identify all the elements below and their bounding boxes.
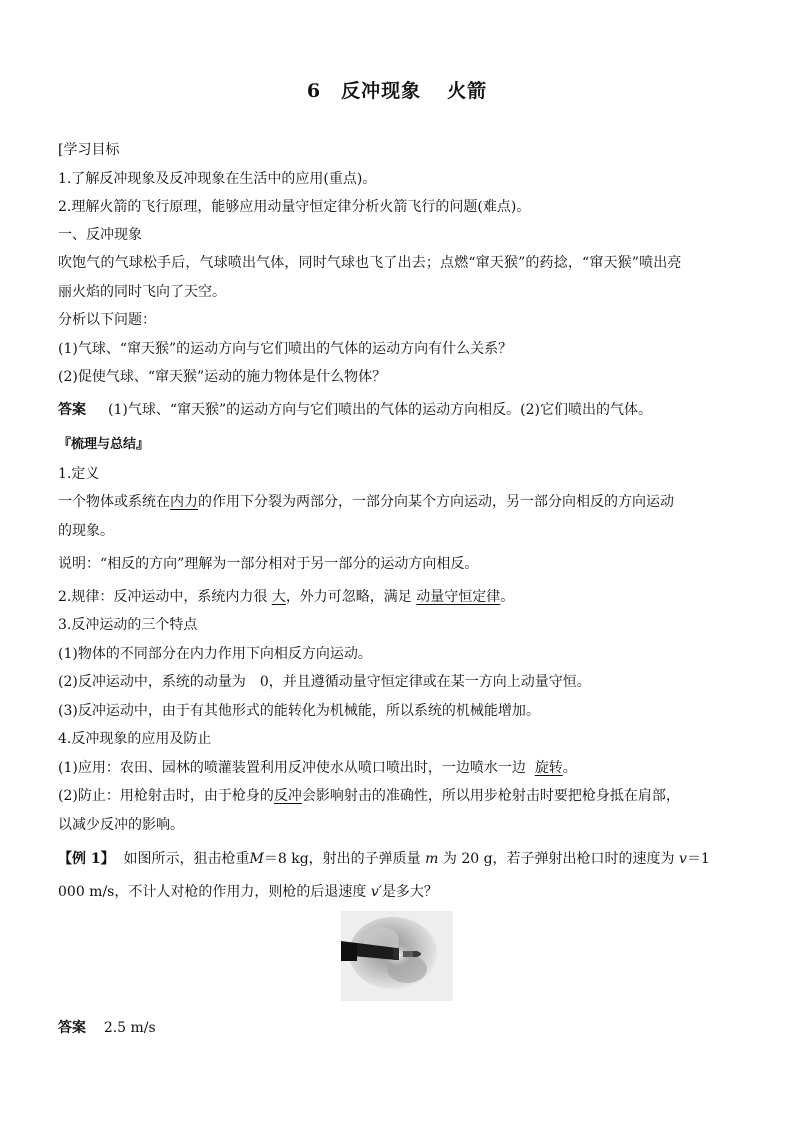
law-text-a: 2.规律：反冲运动中，系统内力很 (58, 589, 268, 605)
application-2-text-a: (2)防止：用枪射击时，由于枪身的 (58, 788, 274, 804)
example-text-a: 如图所示，狙击枪重 (123, 851, 250, 867)
example-text-e: 000 m/s，不计人对枪的作用力，则枪的后退速度 (58, 884, 367, 900)
example-line1 (58, 850, 710, 868)
variable-v-prime: v′ (370, 884, 382, 900)
law-underline-blank-1: 大 (271, 589, 286, 605)
application-2-line1 (58, 787, 680, 805)
variable-M: M (249, 851, 264, 867)
example-text-f: 是多大？ (381, 884, 438, 900)
definition-text-b: 的作用下分裂为两部分，一部分向某个方向运动，另一部分向相反的方向运动 (198, 494, 674, 510)
feature-1: (1)物体的不同部分在内力作用下向相反方向运动。 (58, 646, 372, 662)
example-line2 (58, 883, 438, 901)
feature-3: (3)反冲运动中，由于有其他形式的能转化为机械能，所以系统的机械能增加。 (58, 703, 540, 719)
example-text-d: ＝1 (686, 851, 710, 867)
application-underline-blank: 旋转 (534, 760, 563, 776)
analyze-prompt: 分析以下问题： (58, 312, 156, 328)
rifle-firing-photo-icon (341, 911, 453, 1001)
features-heading: 3.反冲运动的三个特点 (58, 617, 198, 633)
section1-heading: 一、反冲现象 (58, 227, 142, 243)
example-answer (58, 1019, 156, 1037)
law-text-b: ，外力可忽略，满足 (285, 589, 412, 605)
example-label: 【例 1】 (58, 851, 115, 867)
variable-v: v (679, 851, 687, 867)
section1-intro-line2: 丽火焰的同时飞向了天空。 (58, 284, 226, 300)
definition-note: 说明：“相反的方向”理解为一部分相对于另一部分的运动方向相反。 (58, 556, 479, 572)
answer-1 (58, 401, 652, 419)
answer-label: 答案 (58, 402, 86, 418)
summary-heading: 『梳理与总结』 (58, 437, 150, 452)
definition-line1 (58, 493, 674, 511)
law-line (58, 588, 514, 606)
answer-text: (1)气球、“窜天猴”的运动方向与它们喷出的气体的运动方向相反。(2)它们喷出的气体。 (108, 402, 652, 418)
application-1-text-b: 。 (562, 760, 577, 776)
definition-underline-blank: 内力 (170, 494, 198, 510)
application-1 (58, 759, 577, 777)
variable-m: m (425, 851, 439, 867)
definition-text-a: 一个物体或系统在 (58, 494, 170, 510)
page-title (0, 76, 794, 103)
application-heading: 4.反冲现象的应用及防止 (58, 731, 212, 747)
title-number: 6 (306, 80, 322, 102)
application-2-text-b: 会影响射击的准确性，所以用步枪射击时要把枪身抵在肩部， (301, 788, 680, 804)
feature-2: (2)反冲运动中，系统的动量为 0，并且遵循动量守恒定律或在某一方向上动量守恒。 (58, 674, 591, 690)
law-underline-blank-2: 动量守恒定律 (416, 589, 501, 605)
example-answer-value: 2.5 m/s (103, 1020, 156, 1036)
question-2: (2)促使气球、“窜天猴”运动的施力物体是什么物体？ (58, 369, 387, 385)
title-part2: 火箭 (447, 80, 488, 102)
application-2-line2: 以减少反冲的影响。 (58, 817, 184, 833)
example-text-b: ＝8 kg，射出的子弹质量 (263, 851, 421, 867)
definition-heading: 1.定义 (58, 466, 100, 482)
example-text-c: 为 20 g，若子弹射出枪口时的速度为 (442, 851, 675, 867)
example-answer-label: 答案 (58, 1020, 86, 1036)
definition-line2: 的现象。 (58, 523, 114, 539)
objectives-heading: [学习目标 (58, 142, 120, 158)
objective-item-2: 2.理解火箭的飞行原理，能够应用动量守恒定律分析火箭飞行的问题(难点)。 (58, 199, 531, 215)
law-text-c: 。 (500, 589, 515, 605)
title-part1: 反冲现象 (341, 80, 422, 102)
application-1-text-a: (1)应用：农田、园林的喷灌装置利用反冲使水从喷口喷出时，一边喷水一边 (58, 760, 526, 776)
objective-item-1: 1.了解反冲现象及反冲现象在生活中的应用(重点)。 (58, 171, 377, 187)
question-1: (1)气球、“窜天猴”的运动方向与它们喷出的气体的运动方向有什么关系？ (58, 341, 513, 357)
prevention-underline-blank: 反冲 (273, 788, 302, 804)
section1-intro-line1: 吹饱气的气球松手后，气球喷出气体，同时气球也飞了出去；点燃“窜天猴”的药捻，“窜天猴”喷出亮 (58, 255, 682, 271)
